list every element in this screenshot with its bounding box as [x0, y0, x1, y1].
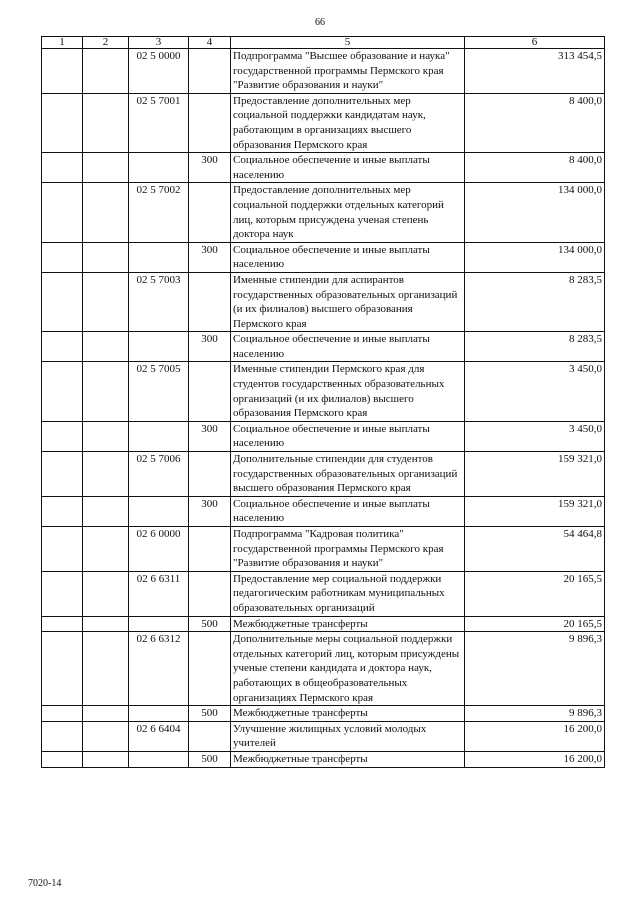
target-code-cell: 02 5 0000 [129, 49, 189, 94]
item-name-cell: Предоставление мер социальной поддержки педагогическим работникам муниципальных образовательных организаций [231, 571, 465, 616]
cell-col-2 [83, 49, 129, 94]
amount-cell: 159 321,0 [465, 496, 605, 526]
header-col-4: 4 [189, 37, 231, 49]
amount-cell: 16 200,0 [465, 751, 605, 767]
item-name-cell: Социальное обеспечение и иные выплаты населению [231, 242, 465, 272]
item-name-cell: Подпрограмма "Кадровая политика" государственной программы Пермского края "Развитие образования и науки" [231, 527, 465, 572]
budget-table [41, 36, 605, 768]
expense-type-cell [189, 632, 231, 706]
cell-col-1 [42, 49, 83, 94]
item-name-cell: Социальное обеспечение и иные выплаты населению [231, 332, 465, 362]
amount-cell: 8 283,5 [465, 272, 605, 331]
page-number: 66 [315, 17, 325, 28]
expense-type-cell: 500 [189, 706, 231, 722]
item-name-cell: Социальное обеспечение и иные выплаты населению [231, 153, 465, 183]
item-name-cell: Улучшение жилищных условий молодых учителей [231, 721, 465, 751]
cell-col-2 [83, 721, 129, 751]
expense-type-cell [189, 527, 231, 572]
cell-col-2 [83, 452, 129, 497]
cell-col-1 [42, 616, 83, 632]
cell-col-1 [42, 421, 83, 451]
cell-col-1 [42, 527, 83, 572]
expense-type-cell [189, 183, 231, 242]
cell-col-2 [83, 93, 129, 152]
cell-col-2 [83, 242, 129, 272]
cell-col-2 [83, 571, 129, 616]
amount-cell: 54 464,8 [465, 527, 605, 572]
cell-col-1 [42, 632, 83, 706]
amount-cell: 159 321,0 [465, 452, 605, 497]
cell-col-2 [83, 706, 129, 722]
target-code-cell: 02 5 7005 [129, 362, 189, 421]
table-row [42, 616, 605, 632]
item-name-cell: Межбюджетные трансферты [231, 706, 465, 722]
amount-cell: 8 400,0 [465, 153, 605, 183]
target-code-cell [129, 153, 189, 183]
cell-col-1 [42, 93, 83, 152]
amount-cell: 20 165,5 [465, 571, 605, 616]
expense-type-cell [189, 362, 231, 421]
table-row [42, 706, 605, 722]
item-name-cell: Межбюджетные трансферты [231, 616, 465, 632]
target-code-cell [129, 751, 189, 767]
cell-col-2 [83, 362, 129, 421]
cell-col-2 [83, 527, 129, 572]
cell-col-1 [42, 452, 83, 497]
target-code-cell [129, 496, 189, 526]
cell-col-1 [42, 721, 83, 751]
table-row [42, 49, 605, 94]
header-col-1: 1 [42, 37, 83, 49]
expense-type-cell [189, 272, 231, 331]
target-code-cell [129, 242, 189, 272]
cell-col-1 [42, 706, 83, 722]
table-row [42, 751, 605, 767]
table-row [42, 527, 605, 572]
header-row [42, 37, 605, 49]
cell-col-2 [83, 632, 129, 706]
amount-cell: 8 400,0 [465, 93, 605, 152]
amount-cell: 3 450,0 [465, 421, 605, 451]
amount-cell: 8 283,5 [465, 332, 605, 362]
table-row [42, 332, 605, 362]
amount-cell: 134 000,0 [465, 183, 605, 242]
expense-type-cell: 300 [189, 153, 231, 183]
target-code-cell: 02 5 7001 [129, 93, 189, 152]
header-col-6: 6 [465, 37, 605, 49]
item-name-cell: Социальное обеспечение и иные выплаты населению [231, 496, 465, 526]
header-col-3: 3 [129, 37, 189, 49]
item-name-cell: Именные стипендии для аспирантов государственных образовательных организаций (и их филиалов) высшего образования Пермского края [231, 272, 465, 331]
cell-col-1 [42, 272, 83, 331]
cell-col-1 [42, 242, 83, 272]
amount-cell: 134 000,0 [465, 242, 605, 272]
target-code-cell [129, 616, 189, 632]
cell-col-2 [83, 332, 129, 362]
item-name-cell: Предоставление дополнительных мер социальной поддержки отдельных категорий лиц, которым присуждена ученая степень доктора наук [231, 183, 465, 242]
expense-type-cell [189, 721, 231, 751]
target-code-cell: 02 5 7006 [129, 452, 189, 497]
amount-cell: 20 165,5 [465, 616, 605, 632]
cell-col-1 [42, 183, 83, 242]
expense-type-cell: 500 [189, 751, 231, 767]
cell-col-1 [42, 571, 83, 616]
cell-col-2 [83, 153, 129, 183]
expense-type-cell [189, 49, 231, 94]
cell-col-1 [42, 496, 83, 526]
amount-cell: 9 896,3 [465, 632, 605, 706]
table-row [42, 153, 605, 183]
amount-cell: 9 896,3 [465, 706, 605, 722]
item-name-cell: Дополнительные стипендии для студентов государственных образовательных организаций высшего образования Пермского края [231, 452, 465, 497]
item-name-cell: Подпрограмма "Высшее образование и наука" государственной программы Пермского края "Развитие образования и науки" [231, 49, 465, 94]
table-row [42, 362, 605, 421]
item-name-cell: Межбюджетные трансферты [231, 751, 465, 767]
header-col-2: 2 [83, 37, 129, 49]
item-name-cell: Предоставление дополнительных мер социальной поддержки кандидатам наук, работающим в организациях высшего образования Пермского края [231, 93, 465, 152]
cell-col-1 [42, 751, 83, 767]
cell-col-2 [83, 496, 129, 526]
target-code-cell: 02 6 0000 [129, 527, 189, 572]
target-code-cell: 02 6 6404 [129, 721, 189, 751]
amount-cell: 313 454,5 [465, 49, 605, 94]
cell-col-1 [42, 153, 83, 183]
item-name-cell: Именные стипендии Пермского края для студентов государственных образовательных организаций (и их филиалов) высшего образования Пермского края [231, 362, 465, 421]
cell-col-2 [83, 183, 129, 242]
target-code-cell [129, 421, 189, 451]
expense-type-cell [189, 93, 231, 152]
expense-type-cell: 300 [189, 242, 231, 272]
expense-type-cell: 500 [189, 616, 231, 632]
target-code-cell [129, 706, 189, 722]
item-name-cell: Социальное обеспечение и иные выплаты населению [231, 421, 465, 451]
table-row [42, 93, 605, 152]
table-row [42, 452, 605, 497]
cell-col-2 [83, 751, 129, 767]
cell-col-2 [83, 616, 129, 632]
target-code-cell: 02 6 6311 [129, 571, 189, 616]
table-row [42, 183, 605, 242]
cell-col-1 [42, 332, 83, 362]
target-code-cell [129, 332, 189, 362]
footer-code: 7020-14 [28, 878, 62, 889]
expense-type-cell [189, 452, 231, 497]
target-code-cell: 02 5 7002 [129, 183, 189, 242]
table-row [42, 496, 605, 526]
table-row [42, 272, 605, 331]
target-code-cell: 02 5 7003 [129, 272, 189, 331]
expense-type-cell: 300 [189, 421, 231, 451]
table-row [42, 421, 605, 451]
item-name-cell: Дополнительные меры социальной поддержки отдельных категорий лиц, которым присуждены ученые степени кандидата и доктора наук, работающих в общеобразовательных организациях Пермского края [231, 632, 465, 706]
amount-cell: 3 450,0 [465, 362, 605, 421]
table-row [42, 632, 605, 706]
amount-cell: 16 200,0 [465, 721, 605, 751]
cell-col-1 [42, 362, 83, 421]
table-row [42, 721, 605, 751]
cell-col-2 [83, 421, 129, 451]
table-row [42, 571, 605, 616]
expense-type-cell: 300 [189, 332, 231, 362]
target-code-cell: 02 6 6312 [129, 632, 189, 706]
expense-type-cell: 300 [189, 496, 231, 526]
expense-type-cell [189, 571, 231, 616]
header-col-5: 5 [231, 37, 465, 49]
cell-col-2 [83, 272, 129, 331]
table-row [42, 242, 605, 272]
